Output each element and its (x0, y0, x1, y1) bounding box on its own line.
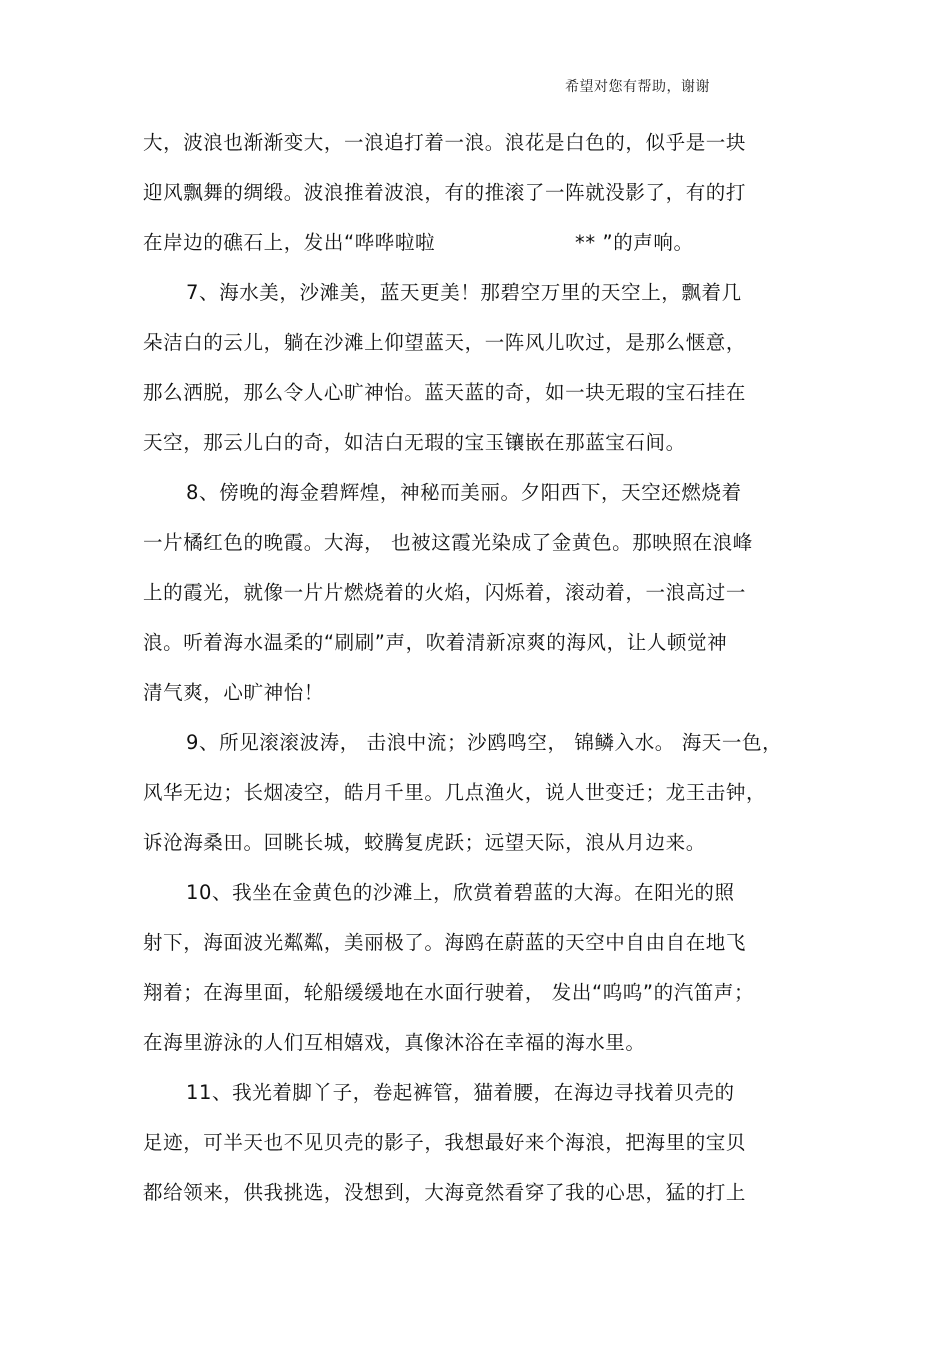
text-line: 在海里游泳的人们互相嬉戏，真像沐浴在幸福的海水里。 (143, 1031, 646, 1054)
text-line: 天空，那云儿白的奇，如洁白无瑕的宝玉镶嵌在那蓝宝石间。 (143, 431, 686, 454)
text-line: 一片橘红色的晚霞。大海， 也被这霞光染成了金黄色。那映照在浪峰 (143, 531, 753, 554)
text-line: 上的霞光，就像一片片燃烧着的火焰，闪烁着，滚动着，一浪高过一 (143, 581, 747, 604)
text-line: 在岸边的礁石上，发出“哗哗啦啦 (143, 231, 436, 254)
text-line: 朵洁白的云儿，躺在沙滩上仰望蓝天，一阵风儿吹过，是那么惬意， (143, 331, 747, 354)
text-line: 那么洒脱，那么令人心旷神怡。蓝天蓝的奇，如一块无瑕的宝石挂在 (143, 381, 747, 404)
text-line: 清气爽，心旷神怡！ (143, 681, 324, 704)
text-line: ** ”的声响。 (575, 231, 694, 254)
paragraph-start-7: 7、海水美，沙滩美，蓝天更美！那碧空万里的天空上，飘着几 (186, 281, 742, 304)
header-note: 希望对您有帮助，谢谢 (565, 79, 710, 95)
text-line: 大，波浪也渐渐变大，一浪追打着一浪。浪花是白色的，似乎是一块 (143, 131, 747, 154)
text-line: 翔着；在海里面，轮船缓缓地在水面行驶着， 发出“呜呜”的汽笛声； (143, 981, 755, 1004)
paragraph-start-9: 9、所见滚滚波涛， 击浪中流；沙鸥鸣空， 锦鳞入水。 海天一色， (186, 731, 783, 754)
text-line: 射下，海面波光粼粼，美丽极了。海鸥在蔚蓝的天空中自由自在地飞 (143, 931, 747, 954)
paragraph-start-8: 8、傍晚的海金碧辉煌，神秘而美丽。夕阳西下，天空还燃烧着 (186, 481, 742, 504)
text-line: 都给领来，供我挑选，没想到，大海竟然看穿了我的心思，猛的打上 (143, 1181, 747, 1204)
text-line: 迎风飘舞的绸缎。波浪推着波浪，有的推滚了一阵就没影了，有的打 (143, 181, 747, 204)
text-line: 足迹，可半天也不见贝壳的影子，我想最好来个海浪，把海里的宝贝 (143, 1131, 747, 1154)
paragraph-start-10: 10、我坐在金黄色的沙滩上，欣赏着碧蓝的大海。在阳光的照 (186, 881, 735, 904)
text-line: 诉沧海桑田。回眺长城，蛟腾复虎跃；远望天际，浪从月边来。 (143, 831, 706, 854)
paragraph-start-11: 11、我光着脚丫子，卷起裤管，猫着腰，在海边寻找着贝壳的 (186, 1081, 735, 1104)
text-line: 浪。听着海水温柔的“刷刷”声，吹着清新凉爽的海风，让人顿觉神 (143, 631, 728, 654)
text-line: 风华无边；长烟凌空，皓月千里。几点渔火，说人世变迁；龙王击钟， (143, 781, 767, 804)
